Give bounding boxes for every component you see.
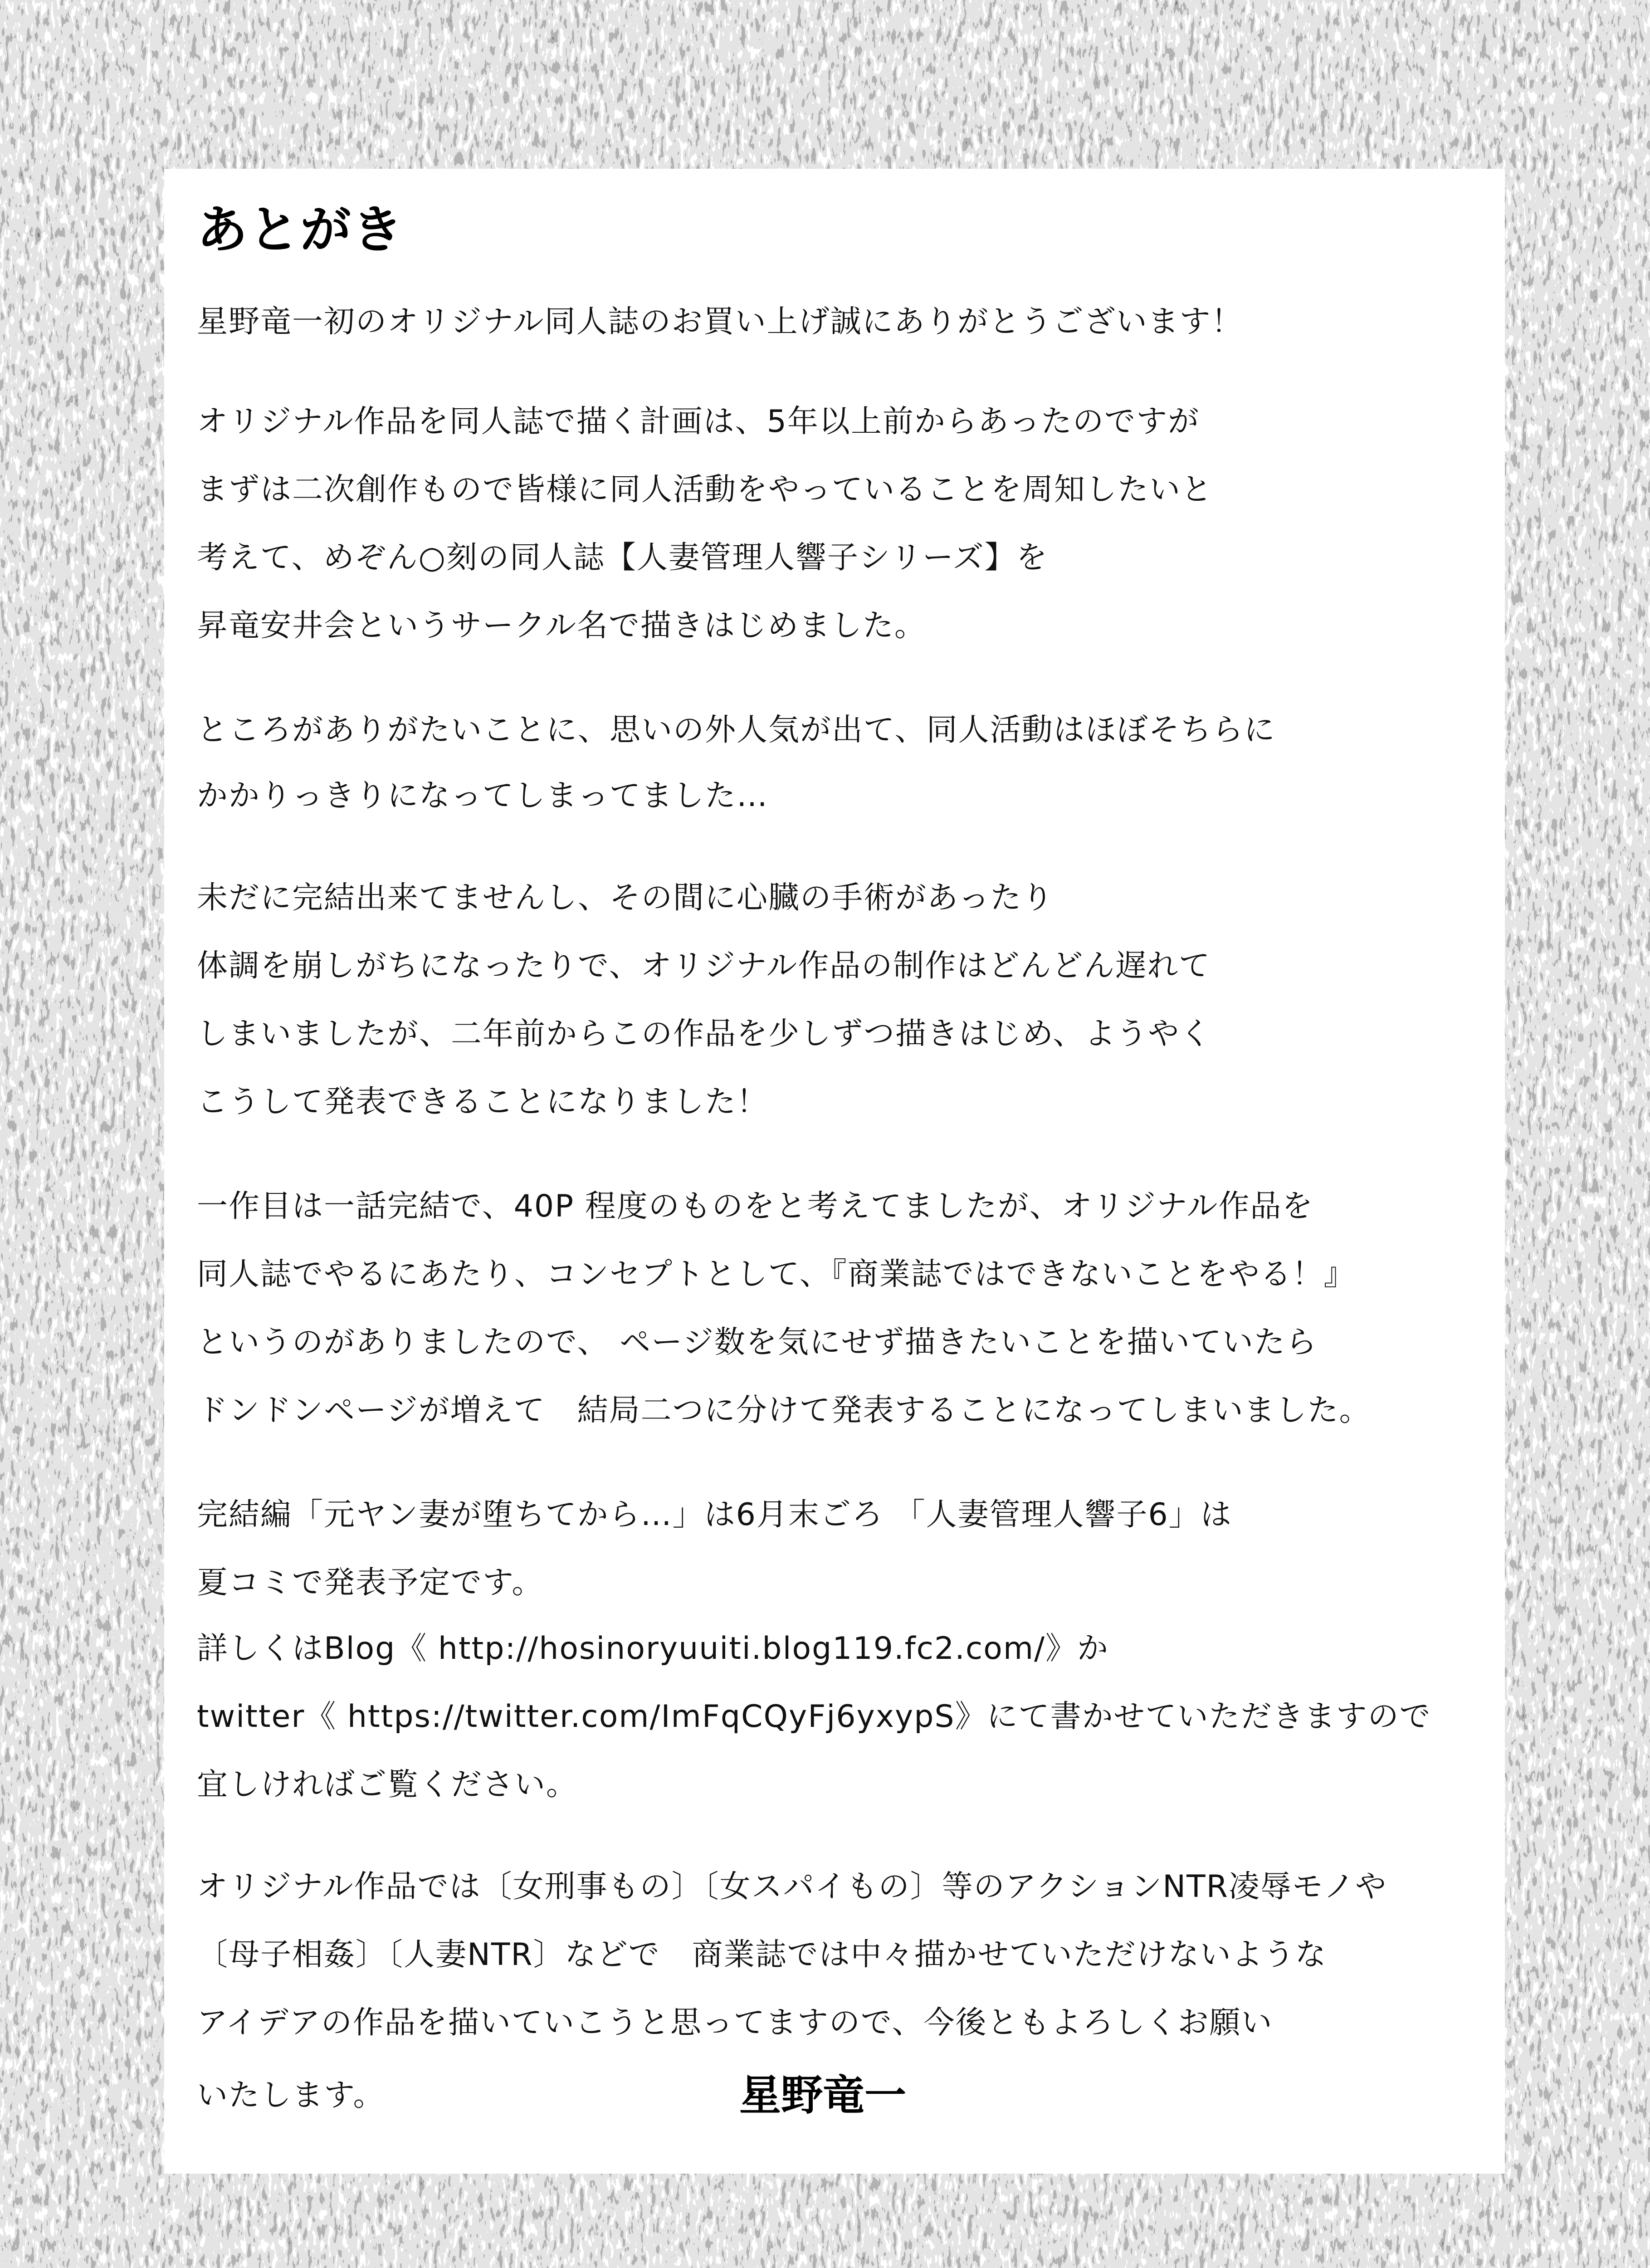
text-line: 完結編「元ヤン妻が堕ちてから…」は6月末ごろ 「人妻管理人響子6」は (197, 1497, 1232, 1533)
text-line: オリジナル作品を同人誌で描く計画は、5年以上前からあったのですが (197, 404, 1200, 440)
text-line: 考えて、めぞん○刻の同人誌【人妻管理人響子シリーズ】を (197, 540, 1048, 576)
text-line: オリジナル作品では〔女刑事もの〕〔女スパイもの〕等のアクションNTR凌辱モノや (197, 1869, 1387, 1905)
text-line: 体調を崩しがちになったりで、オリジナル作品の制作はどんどん遅れて (197, 948, 1211, 984)
text-line: twitter《 https://twitter.com/ImFqCQyFj6yxypS》にて書かせていただきますので (197, 1699, 1431, 1735)
text-line: ところがありがたいことに、思いの外人気が出て、同人活動はほぼそちらに (197, 712, 1276, 748)
text-line: しまいましたが、二年前からこの作品を少しずつ描きはじめ、ようやく (197, 1016, 1212, 1052)
text-line: 星野竜一初のオリジナル同人誌のお買い上げ誠にありがとうございます！ (197, 304, 1243, 340)
text-line: 詳しくはBlog《 http://hosinoryuuiti.blog119.fc2.com/》か (197, 1631, 1109, 1667)
text-line: 〔母子相姦〕〔人妻NTR〕などで 商業誌では中々描かせていただけないような (197, 1937, 1327, 1973)
page-title: あとがき (197, 200, 404, 259)
text-line: 未だに完結出来てませんし、その間に心臓の手術があったり (197, 880, 1054, 916)
text-line: 夏コミで発表予定です。 (197, 1565, 544, 1601)
text-line: こうして発表できることになりました！ (197, 1084, 769, 1120)
text-line: 同人誌でやるにあたり、コンセプトとして、『商業誌ではできないことをやる！』 (197, 1256, 1356, 1292)
text-line: ドンドンページが増えて 結局二つに分けて発表することになってしまいました。 (197, 1393, 1371, 1428)
text-line: 一作目は一話完結で、40P 程度のものをと考えてましたが、オリジナル作品を (197, 1188, 1314, 1224)
text-line: 宜しければご覧ください。 (197, 1767, 578, 1803)
text-line: かかりっきりになってしまってました… (197, 778, 769, 814)
text-line: 昇竜安井会というサークル名で描きはじめました。 (197, 608, 926, 644)
text-line: というのがありましたので、 ページ数を気にせず描きたいことを描いていたら (197, 1325, 1318, 1360)
text-line: アイデアの作品を描いていこうと思ってますので、今後ともよろしくお願い (197, 2005, 1273, 2041)
author-signature: 星野竜一 (739, 2071, 907, 2120)
text-line: いたします。 (197, 2077, 385, 2113)
text-line: まずは二次創作もので皆様に同人活動をやっていることを周知したいと (197, 472, 1213, 508)
